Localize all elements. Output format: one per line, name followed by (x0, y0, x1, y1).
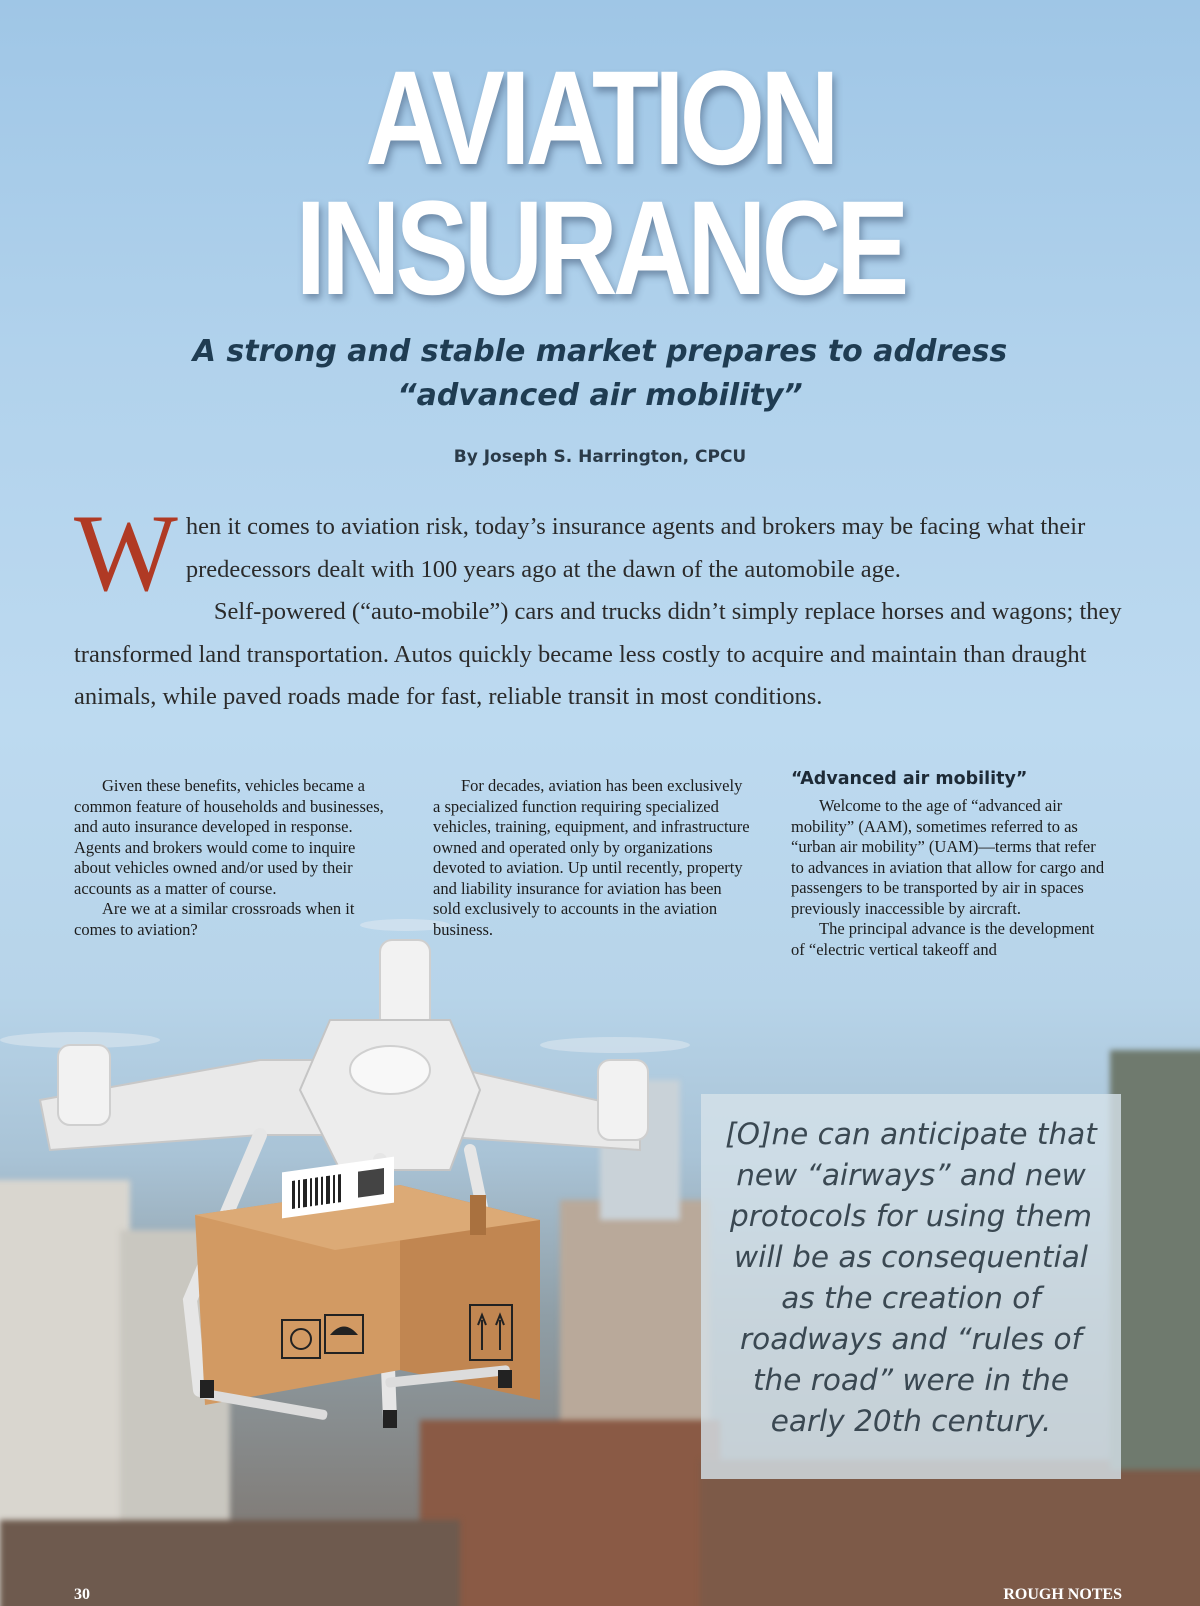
publication-name: ROUGH NOTES (1003, 1586, 1122, 1603)
drone-illustration (0, 910, 700, 1470)
title-line-2: INSURANCE (295, 174, 905, 323)
title-line-1: AVIATION (365, 44, 835, 193)
column-2 (433, 776, 753, 940)
subtitle: A strong and stable market prepares to address “advanced air mobility” (192, 334, 1008, 413)
lead-paragraph-1-text: hen it comes to aviation risk, today’s insurance agents and brokers may be facing what their predecessors dealt with 100 years ago at the dawn of the automobile age. (185, 513, 1086, 583)
building (0, 1520, 460, 1606)
building (700, 1460, 1200, 1606)
drop-cap: W (74, 492, 178, 614)
column-1-paragraph-1: Given these benefits, vehicles became a common feature of households and businesses, and auto insurance developed in response. Agents and brokers would come to inquire about vehicles owned and/or used by their accounts as a matter of course. (74, 776, 384, 898)
page-number: 30 (74, 1586, 90, 1603)
column-1 (74, 776, 394, 940)
pull-quote-text: [O]ne can anticipate that new “airways” and new protocols for using them will be as consequential as the creation of roadways and “rules of the road” were in the early 20th century. (725, 1117, 1097, 1438)
lead-paragraph-2: Self-powered (“auto-mobile”) cars and trucks didn’t simply replace horses and wagons; they transformed land transportation. Autos quickly became less costly to acquire and maintain than draught animals, while paved roads made for fast, reliable transit in most conditions. (74, 598, 1122, 710)
tree (1110, 1050, 1200, 1470)
column-2-paragraph-1: For decades, aviation has been exclusively a specialized function requiring specialized vehicles, training, equipment, and infrastructure owned and operated only by organizations devoted to aviation. Up until recently, property and liability insurance for aviation has been sold exclusively to accounts in the aviation business. (433, 776, 750, 939)
section-heading: “Advanced air mobility” (791, 769, 1028, 789)
byline: By Joseph S. Harrington, CPCU (453, 447, 747, 467)
column-3-paragraph-1: Welcome to the age of “advanced air mobility” (AAM), sometimes referred to as “urban air mobility” (UAM)—terms that refer to advances in aviation that allow for cargo and passengers to be transported by air in spaces previously inaccessible by aircraft. (791, 796, 1105, 918)
column-3-paragraph-2: The principal advance is the development of “electric vertical takeoff and (791, 919, 1095, 959)
lead-paragraph-1 (74, 492, 1134, 614)
column-3 (791, 769, 1111, 960)
column-1-paragraph-2: Are we at a similar crossroads when it comes to aviation? (74, 899, 355, 939)
pull-quote-box (701, 1094, 1121, 1479)
lead-paragraphs (74, 492, 1134, 719)
